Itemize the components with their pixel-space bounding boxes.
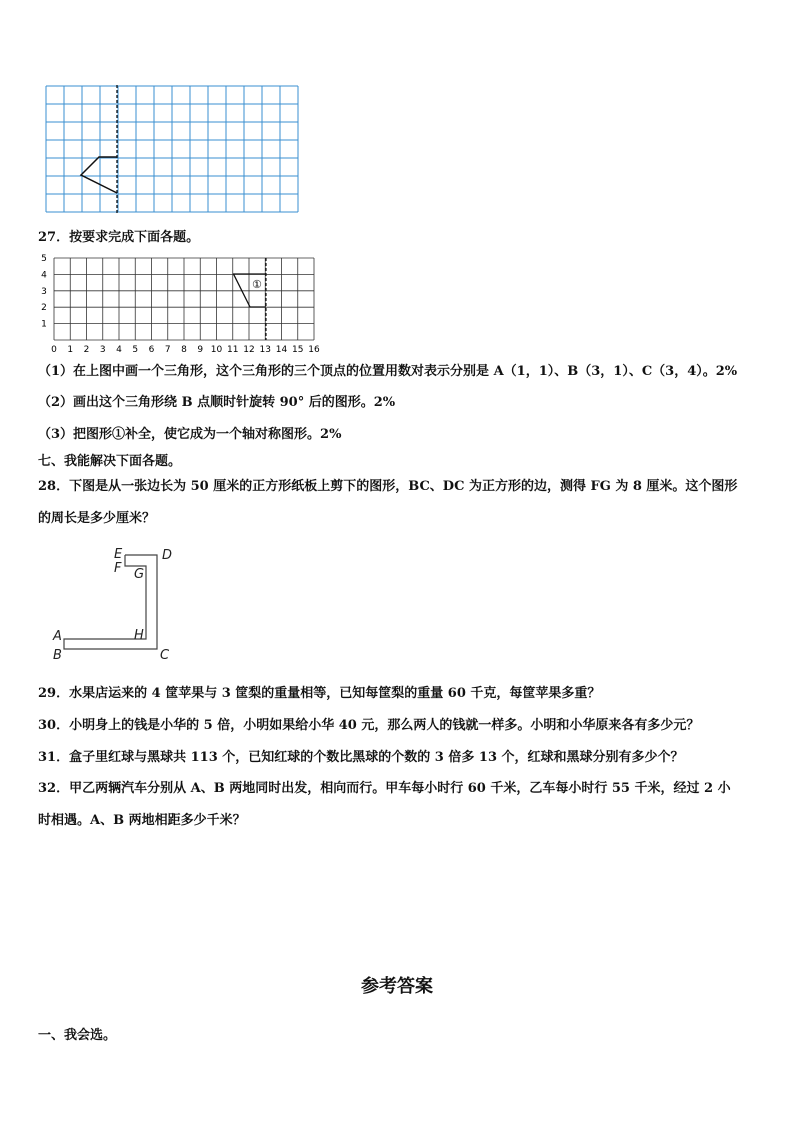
x-tick-label: 13 xyxy=(259,345,271,353)
q27-coordinate-grid xyxy=(36,253,328,353)
x-tick-label: 4 xyxy=(116,345,122,353)
answers-section-1: 一、我会选。 xyxy=(38,1028,117,1043)
shape-1-label: ① xyxy=(252,278,262,291)
section-7-heading: 七、我能解决下面各题。 xyxy=(38,454,182,469)
coordinate-grid-lines xyxy=(54,258,314,340)
q30-text: 30．小明身上的钱是小华的 5 倍，小明如果给小华 40 元，那么两人的钱就一样多。小明和小华原来各有多少元？ xyxy=(38,718,700,733)
q31-text: 31．盒子里红球与黑球共 113 个，已知红球的个数比黑球的个数的 3 倍多 13 个，红球和黑球分别有多少个？ xyxy=(38,750,684,765)
label-D: D xyxy=(162,548,173,563)
label-A: A xyxy=(53,629,62,644)
q29-text: 29．水果店运来的 4 筐苹果与 3 筐梨的重量相等，已知每筐梨的重量 60 千克，每筐苹果多重？ xyxy=(38,686,601,701)
q28-l-shape-figure xyxy=(50,543,180,663)
q28-line-1: 28．下图是从一张边长为 50 厘米的正方形纸板上剪下的图形，BC、DC 为正方形的边，测得 FG 为 8 厘米。这个图形 xyxy=(38,479,738,494)
half-shape xyxy=(81,157,117,193)
x-axis-labels xyxy=(51,345,320,353)
q27-title: 27．按要求完成下面各题。 xyxy=(38,230,200,245)
label-B: B xyxy=(53,648,62,663)
answers-title: 参考答案 xyxy=(361,976,433,997)
q32-line-2: 时相遇。A、B 两地相距多少千米？ xyxy=(38,813,246,828)
x-tick-label: 9 xyxy=(197,345,204,353)
y-tick-label: 1 xyxy=(41,319,47,330)
x-tick-label: 10 xyxy=(210,345,223,353)
y-tick-label: 2 xyxy=(41,303,47,314)
y-tick-label: 3 xyxy=(41,286,47,297)
q27-item-2: （2）画出这个三角形绕 B 点顺时针旋转 90° 后的图形。2% xyxy=(38,395,396,410)
label-E: E xyxy=(114,547,123,562)
y-tick-label: 5 xyxy=(41,254,47,264)
x-tick-label: 5 xyxy=(132,345,139,353)
q28-line-2: 的周长是多少厘米？ xyxy=(38,511,156,526)
x-tick-label: 11 xyxy=(227,345,239,353)
x-tick-label: 6 xyxy=(148,345,155,353)
x-tick-label: 0 xyxy=(51,345,57,353)
label-F: F xyxy=(114,561,122,576)
blue-grid-lines xyxy=(46,86,298,212)
label-H: H xyxy=(134,628,144,643)
q27-item-1: （1）在上图中画一个三角形，这个三角形的三个顶点的位置用数对表示分别是 A（1，1）、B（3，1）、C（3，4）。2% xyxy=(38,364,738,379)
y-tick-label: 4 xyxy=(41,270,47,281)
symmetry-grid-figure xyxy=(45,85,299,213)
y-axis-labels xyxy=(41,254,47,330)
x-tick-label: 8 xyxy=(181,345,187,353)
label-G: G xyxy=(134,567,145,582)
q27-item-3: （3）把图形①补全，使它成为一个轴对称图形。2% xyxy=(38,427,342,442)
x-tick-label: 16 xyxy=(308,345,320,353)
x-tick-label: 12 xyxy=(243,345,255,353)
x-tick-label: 14 xyxy=(275,345,288,353)
label-C: C xyxy=(160,648,170,663)
q32-line-1: 32．甲乙两辆汽车分别从 A、B 两地同时出发，相向而行。甲车每小时行 60 千米，乙车每小时行 55 千米，经过 2 小 xyxy=(38,781,731,796)
x-tick-label: 3 xyxy=(99,345,106,353)
x-tick-label: 7 xyxy=(164,345,171,353)
x-tick-label: 15 xyxy=(292,345,304,353)
x-tick-label: 1 xyxy=(67,345,74,353)
x-tick-label: 2 xyxy=(83,345,90,353)
